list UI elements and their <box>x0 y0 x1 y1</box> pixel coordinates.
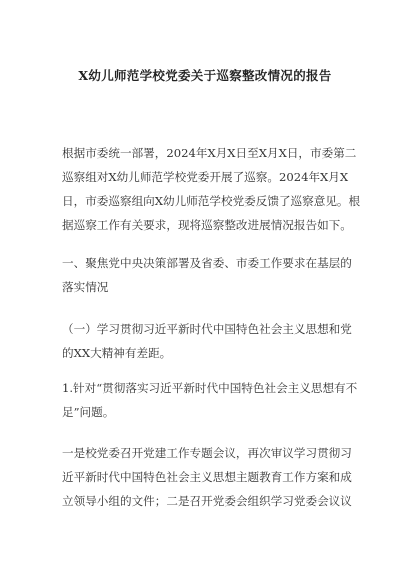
body-paragraph <box>62 441 352 513</box>
item-heading-line: 足”问题。 <box>62 405 115 419</box>
section-heading-line: 一、聚焦党中央决策部署及省委、市委工作要求在基层的 <box>62 256 352 270</box>
intro-line: 根据市委统一部署，2024年X月X日至X月X日，市委第二 <box>62 146 357 160</box>
intro-line: 据巡察工作有关要求，现将巡察整改进展情况报告如下。 <box>62 218 352 232</box>
document-title: X幼儿师范学校党委关于巡察整改情况的报告 <box>78 68 332 83</box>
item-heading-line: 1.针对“贯彻落实习近平新时代中国特色社会主义思想有不 <box>62 381 358 395</box>
subsection-heading-line: 的XX大精神有差距。 <box>62 346 172 360</box>
body-line: 一是校党委召开党建工作专题会议，再次审议学习贯彻习 <box>62 446 352 460</box>
intro-paragraph <box>62 141 361 237</box>
subsection-heading-line: （一）学习贯彻习近平新时代中国特色社会主义思想和党 <box>62 322 352 336</box>
intro-line: 巡察组对X幼儿师范学校党委开展了巡察。2024年X月X <box>62 170 349 184</box>
body-line: 近平新时代中国特色社会主义思想主题教育工作方案和成 <box>62 470 352 484</box>
section-heading-line: 落实情况 <box>62 280 109 294</box>
section-heading-1 <box>62 251 352 299</box>
item-heading-1 <box>62 376 358 424</box>
subsection-heading-1 <box>62 317 352 365</box>
intro-line: 日，市委巡察组向X幼儿师范学校党委反馈了巡察意见。根 <box>62 194 361 208</box>
body-line: 立领导小组的文件；二是召开党委会组织学习党委会议议 <box>62 494 352 508</box>
